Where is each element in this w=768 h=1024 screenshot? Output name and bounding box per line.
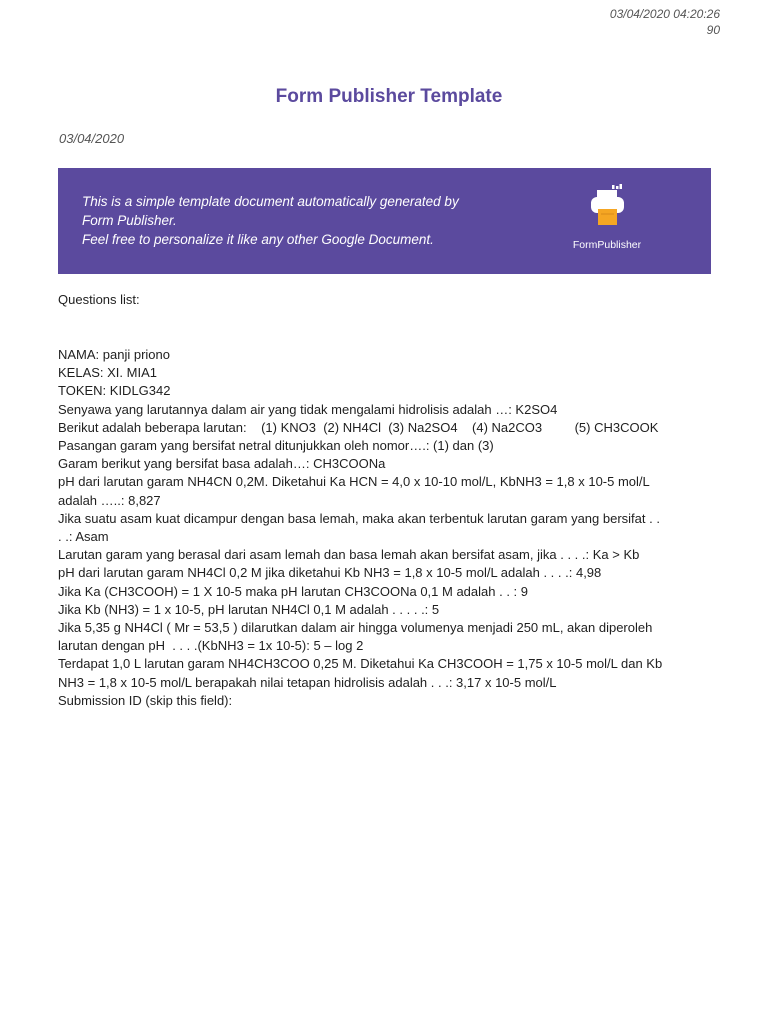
answer-line: NH3 = 1,8 x 10-5 mol/L berapakah nilai tetapan hidrolisis adalah . . .: 3,17 x 10-5 mol/L <box>58 674 557 690</box>
answer-line: Jika Kb (NH3) = 1 x 10-5, pH larutan NH4Cl 0,1 M adalah . . . . .: 5 <box>58 601 440 617</box>
answer-line: Pasangan garam yang bersifat netral ditunjukkan oleh nomor….: (1) dan (3) <box>58 438 494 454</box>
answer-line: larutan dengan pH . . . .(KbNH3 = 1x 10-5): 5 – log 2 <box>58 638 364 654</box>
page-title: Form Publisher Template <box>275 86 503 107</box>
answer-line: Terdapat 1,0 L larutan garam NH4CH3COO 0,25 M. Diketahui Ka CH3COOH = 1,75 x 10-5 mol/L dan Kb <box>58 656 663 672</box>
logo-label: FormPublisher <box>572 239 642 251</box>
answer-line: Garam berikut yang bersifat basa adalah…: CH3COONa <box>58 456 386 472</box>
document-date: 03/04/2020 <box>59 131 125 146</box>
header-number: 90 <box>706 23 720 37</box>
answer-line: Larutan garam yang berasal dari asam lemah dan basa lemah akan bersifat asam, jika . . . .: Ka > Kb <box>58 547 640 563</box>
answer-line: pH dari larutan garam NH4Cl 0,2 M jika diketahui Kb NH3 = 1,8 x 10-5 mol/L adalah . . . .: 4,98 <box>58 565 602 581</box>
answer-line: Senyawa yang larutannya dalam air yang tidak mengalami hidrolisis adalah …: K2SO4 <box>58 401 558 417</box>
printer-icon <box>588 184 628 230</box>
formpublisher-logo <box>556 184 658 256</box>
info-banner <box>58 168 711 274</box>
answer-line: Jika Ka (CH3COOH) = 1 X 10-5 maka pH larutan CH3COONa 0,1 M adalah . . : 9 <box>58 583 528 599</box>
answer-line: Jika 5,35 g NH4Cl ( Mr = 53,5 ) dilarutkan dalam air hingga volumenya menjadi 250 mL, akan diperoleh <box>58 620 653 636</box>
answer-line: pH dari larutan garam NH4CN 0,2M. Diketahui Ka HCN = 4,0 x 10-10 mol/L, KbNH3 = 1,8 x 10-5 mol/L <box>58 474 650 490</box>
answer-line: KELAS: XI. MIA1 <box>58 365 157 381</box>
questions-heading: Questions list: <box>58 292 140 307</box>
banner-line: Feel free to personalize it like any other Google Document. <box>82 232 434 247</box>
answer-line: Jika suatu asam kuat dicampur dengan basa lemah, maka akan terbentuk larutan garam yang bersifat . . <box>58 510 660 526</box>
answer-line: adalah …..: 8,827 <box>58 492 161 508</box>
banner-line: Form Publisher. <box>82 213 177 228</box>
header-meta <box>610 6 720 38</box>
answer-line: TOKEN: KIDLG342 <box>58 383 171 399</box>
answer-line: Submission ID (skip this field): <box>58 692 233 708</box>
answer-line: . .: Asam <box>58 529 109 545</box>
header-timestamp: 03/04/2020 04:20:26 <box>609 7 720 21</box>
answer-line: Berikut adalah beberapa larutan: (1) KNO3 (2) NH4Cl (3) Na2SO4 (4) Na2CO3 (5) CH3COOK <box>58 419 659 435</box>
banner-line: This is a simple template document automatically generated by <box>82 194 459 209</box>
answers-list <box>58 346 726 710</box>
answer-line: NAMA: panji priono <box>58 347 170 362</box>
banner-text <box>82 192 522 249</box>
